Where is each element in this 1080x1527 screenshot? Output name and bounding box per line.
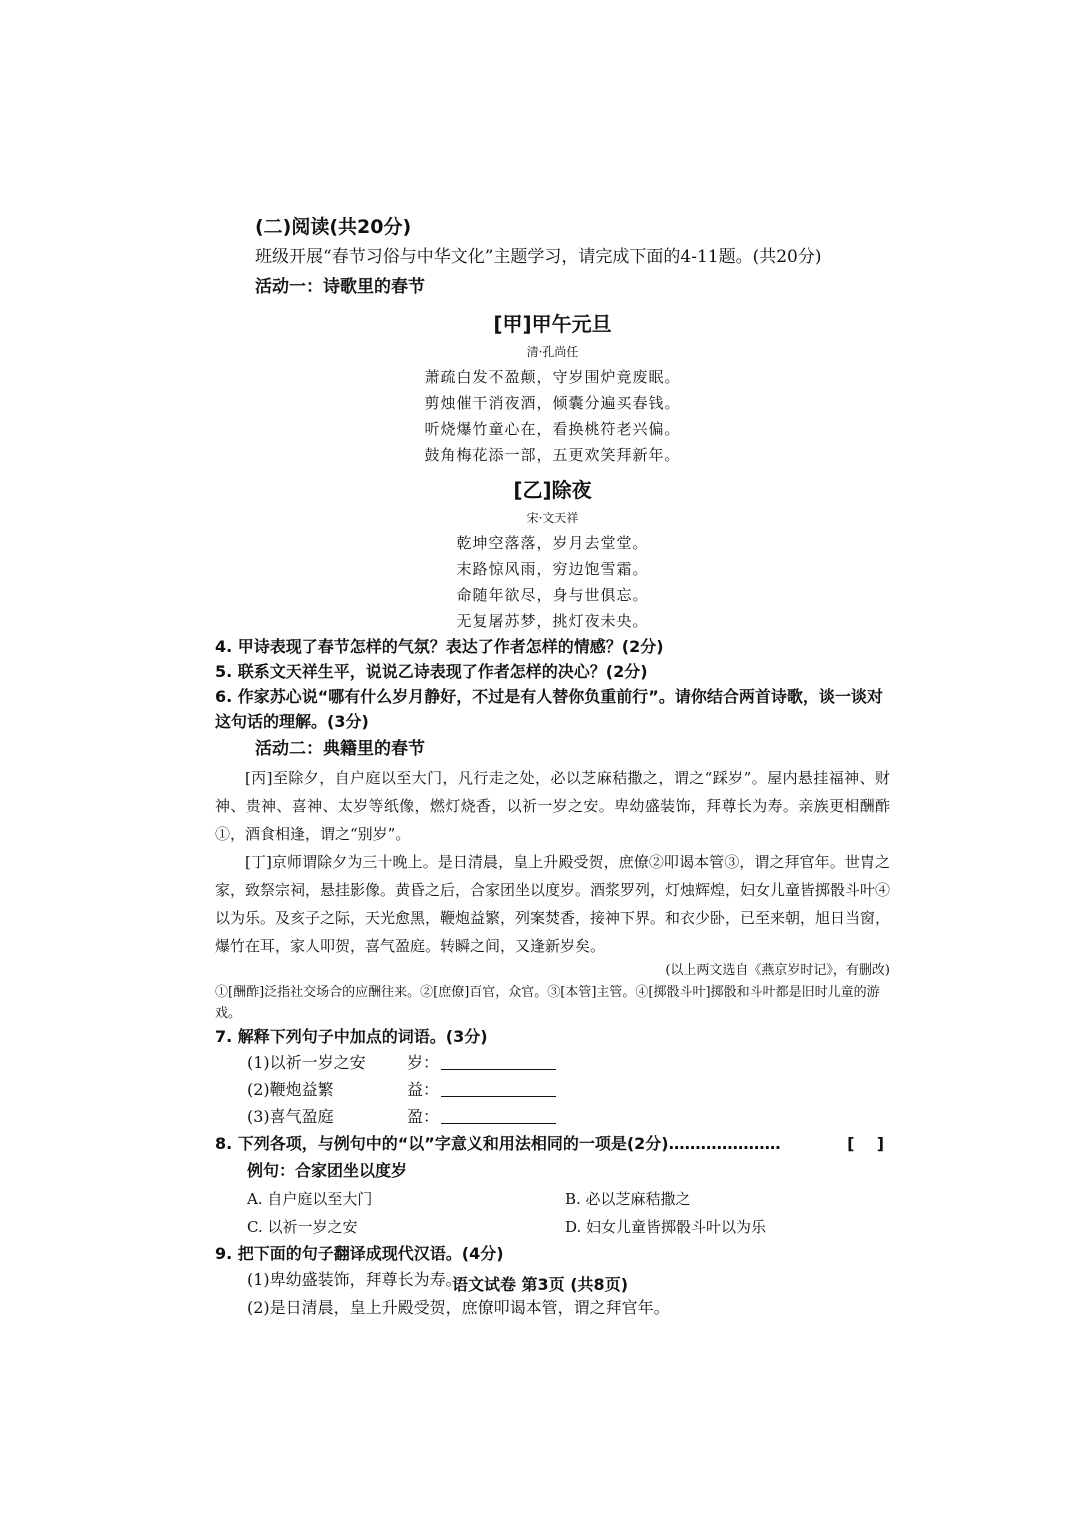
answer-blank[interactable]: [441, 1049, 556, 1070]
q8-options: [215, 1185, 890, 1241]
question-6: 6. 作家苏心说“哪有什么岁月静好，不过是有人替你负重前行”。请你结合两首诗歌，谈一谈对这句话的理解。(3分): [215, 687, 883, 731]
answer-blank[interactable]: [441, 1076, 556, 1097]
passage-d: [丁]京师谓除夕为三十晚上。是日清晨，皇上升殿受贺，庶僚②叩谒本管③，谓之拜官年。世胄之家，致祭宗祠，悬挂影像。黄昏之后，合家团坐以度岁。酒浆罗列，灯烛辉煌，妇女儿童皆掷骰斗叶④以为乐。及亥子之际，天光愈黑，鞭炮益繁，列案焚香，接神下界。和衣少卧，已至来朝，旭日当窗，爆竹在耳，家人叩贺，喜气盈庭。转瞬之间，又逢新岁矣。: [215, 853, 891, 955]
poem-line: 末路惊风雨，穷边饱雪霜。: [456, 560, 649, 578]
poem-b: [215, 474, 890, 634]
answer-bracket[interactable]: [ ]: [847, 1134, 884, 1153]
poem-b-author: 宋·文天祥: [526, 511, 579, 525]
poem-a-title: [甲]甲午元旦: [493, 312, 612, 336]
poem-line: 鼓角梅花添一部，五更欢笑拜新年。: [424, 446, 681, 464]
question-4: 4. 甲诗表现了春节怎样的气氛？表达了作者怎样的情感？(2分): [215, 637, 664, 656]
poem-line: 萧疏白发不盈颠，守岁围炉竟废眠。: [424, 368, 681, 386]
q7-item: [215, 1049, 890, 1076]
option-a: A. 自户庭以至大门: [247, 1190, 373, 1208]
activity-1-title: 活动一：诗歌里的春节: [255, 277, 425, 297]
option-b: B. 必以芝麻秸撒之: [565, 1190, 691, 1208]
option-c: C. 以祈一岁之安: [247, 1218, 358, 1236]
poem-line: 乾坤空落落，岁月去堂堂。: [456, 534, 649, 552]
question-7: 7. 解释下列句子中加点的词语。(3分): [215, 1027, 488, 1046]
q9-item-1: (1)卑幼盛装饰，拜尊长为寿。: [247, 1270, 462, 1289]
q7-word: 益：: [407, 1080, 440, 1099]
q7-word: 岁：: [407, 1053, 440, 1072]
poem-a: [215, 308, 890, 468]
poem-line: 无复屠苏梦，挑灯夜未央。: [456, 612, 649, 630]
passage-source: (以上两文选自《燕京岁时记》，有删改): [665, 963, 890, 978]
reading-section: [215, 212, 890, 1322]
q7-word: 盈：: [407, 1107, 440, 1126]
activity-2-title: 活动二：典籍里的春节: [255, 739, 425, 759]
q7-item: [215, 1103, 890, 1130]
passage-c: [丙]至除夕，自户庭以至大门，凡行走之处，必以芝麻秸撒之，谓之“踩岁”。屋内悬挂福神、财神、贵神、喜神、太岁等纸像，燃灯烧香，以祈一岁之安。卑幼盛装饰，拜尊长为寿。亲族更相酬酢①，酒食相逢，谓之“别岁”。: [215, 769, 890, 843]
q7-phrase: (2)鞭炮益繁: [247, 1080, 334, 1099]
poem-line: 剪烛催干消夜酒，倾囊分遍买春钱。: [424, 394, 681, 412]
q7-item: [215, 1076, 890, 1103]
poem-line: 命随年欲尽，身与世俱忘。: [456, 586, 649, 604]
q8-example: 例句：合家团坐以度岁: [247, 1161, 408, 1180]
poem-line: 听烧爆竹童心在，看换桃符老兴偏。: [424, 420, 681, 438]
question-5: 5. 联系文天祥生平，说说乙诗表现了作者怎样的决心？(2分): [215, 662, 648, 681]
answer-blank[interactable]: [441, 1103, 556, 1124]
passages: [215, 764, 890, 960]
q7-phrase: (3)喜气盈庭: [247, 1107, 334, 1126]
section-title: (二)阅读(共20分): [255, 216, 412, 238]
page-footer: 语文试卷 第3页 (共8页): [451, 1275, 629, 1294]
q7-phrase: (1)以祈一岁之安: [247, 1053, 366, 1072]
q8-prompt: 8. 下列各项，与例句中的“以”字意义和用法相同的一项是(2分)…………………: [215, 1134, 781, 1153]
section-intro: 班级开展“春节习俗与中华文化”主题学习，请完成下面的4-11题。(共20分): [255, 247, 822, 267]
footnotes: ①[酬酢]泛指社交场合的应酬往来。②[庶僚]百官，众官。③[本管]主管。④[掷骰斗叶]掷骰和斗叶都是旧时儿童的游戏。: [215, 985, 880, 1021]
q9-item-2: (2)是日清晨，皇上升殿受贺，庶僚叩谒本管，谓之拜官年。: [247, 1298, 670, 1317]
option-d: D. 妇女儿童皆掷骰斗叶以为乐: [565, 1218, 767, 1236]
question-9: 9. 把下面的句子翻译成现代汉语。(4分): [215, 1244, 504, 1263]
question-8: [215, 1130, 890, 1157]
poem-a-author: 清·孔尚任: [526, 345, 579, 359]
poem-b-title: [乙]除夜: [513, 478, 592, 502]
